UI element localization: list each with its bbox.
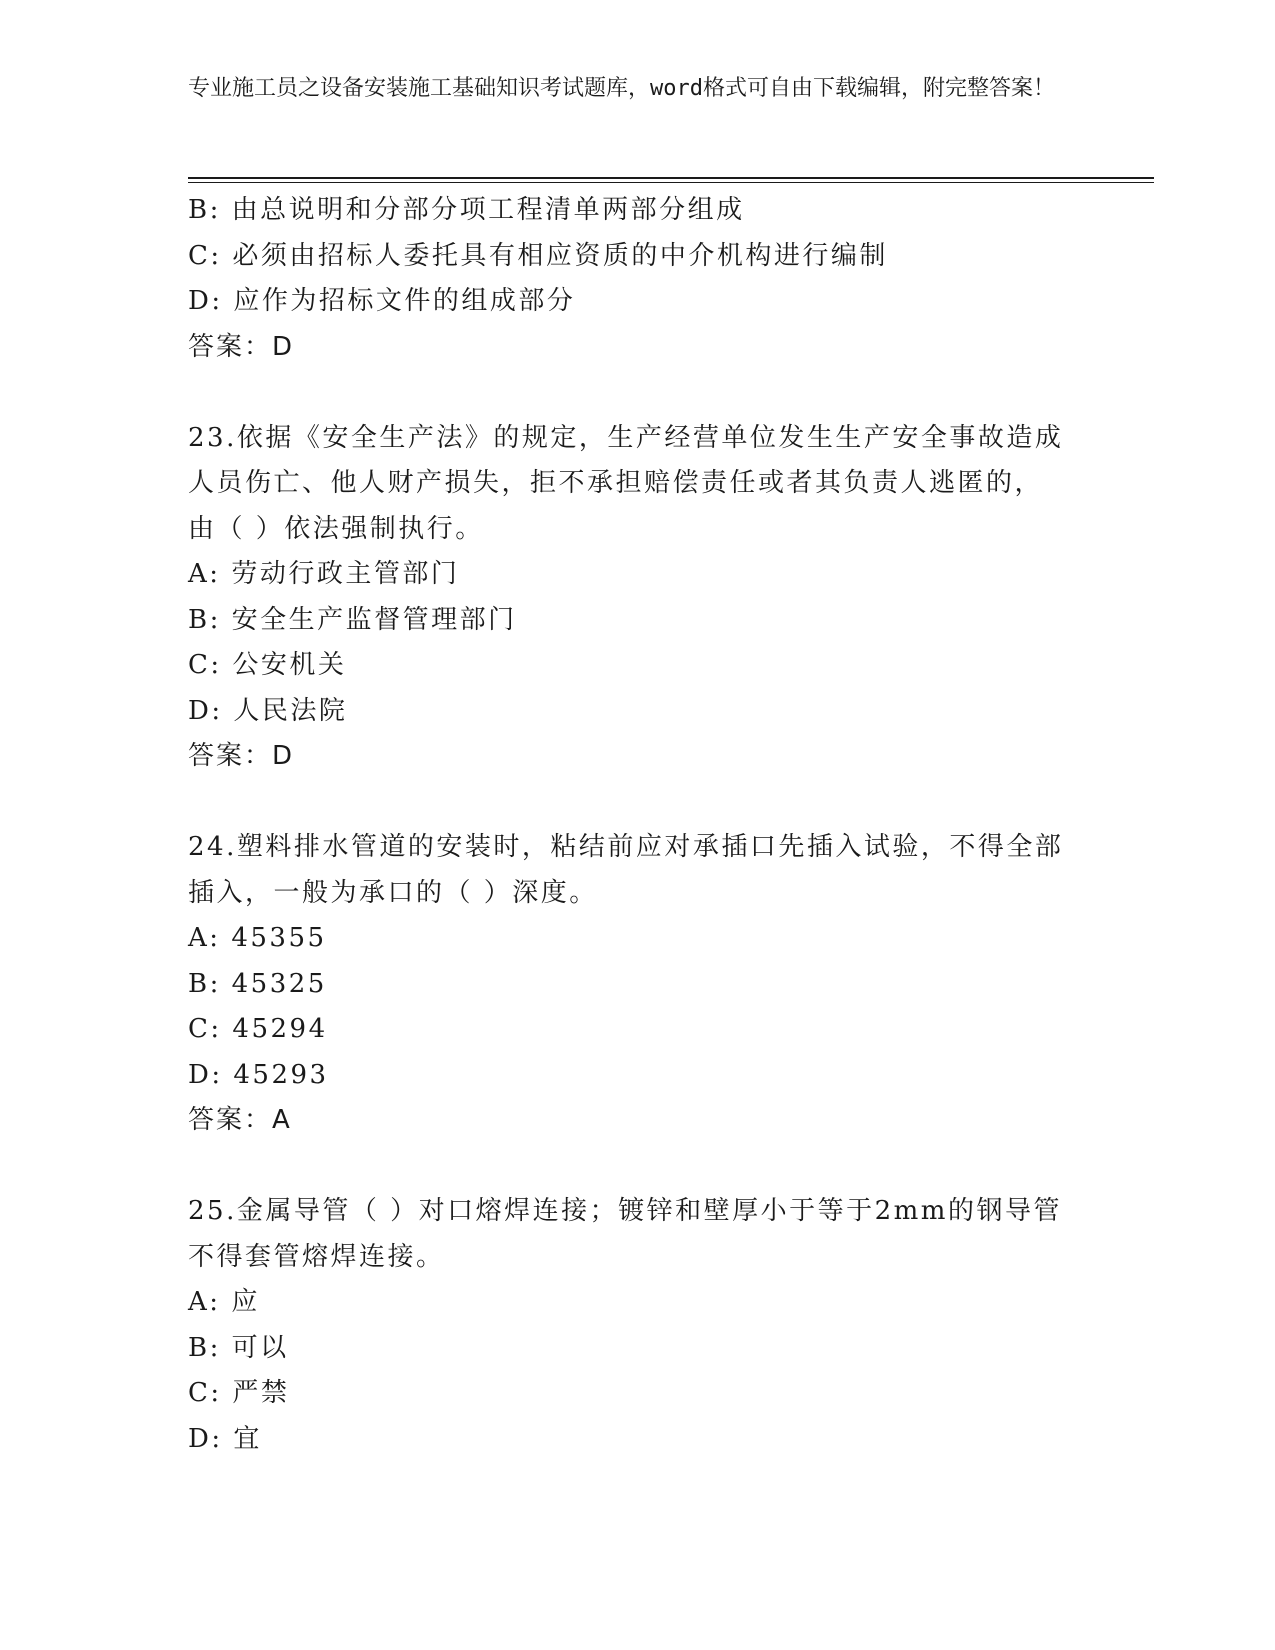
- question-block-24: [188, 825, 1088, 1144]
- option-c: C: 必须由招标人委托具有相应资质的中介机构进行编制: [188, 240, 888, 271]
- option-a: A: 45355: [188, 923, 327, 953]
- option-b: B: 安全生产监督管理部门: [188, 604, 517, 635]
- spacer: [188, 780, 1088, 826]
- spacer: [188, 1144, 1088, 1190]
- option-d: D: 应作为招标文件的组成部分: [188, 286, 576, 316]
- question-text-line: 24.塑料排水管道的安装时，粘结前应对承插口先插入试验，不得全部: [188, 832, 1064, 862]
- header-divider-thin: [188, 182, 1154, 183]
- question-text-line: 23.依据《安全生产法》的规定，生产经营单位发生生产安全事故造成: [188, 422, 1064, 453]
- question-text-line: 由（ ）依法强制执行。: [188, 513, 484, 544]
- question-content: [188, 188, 1088, 1462]
- option-b: B: 由总说明和分部分项工程清单两部分组成: [188, 195, 745, 225]
- option-d: D: 45293: [188, 1059, 329, 1090]
- page-header: 专业施工员之设备安装施工基础知识考试题库，word格式可自由下载编辑，附完整答案！: [188, 76, 1055, 101]
- question-block-25: [188, 1189, 1088, 1462]
- option-a: A: 劳动行政主管部门: [188, 559, 460, 589]
- question-block-22: [188, 188, 1088, 370]
- option-d: D: 人民法院: [188, 695, 348, 726]
- question-text-line: 插入，一般为承口的（ ）深度。: [188, 877, 598, 908]
- question-text-line: 25.金属导管（ ）对口熔焊连接；镀锌和壁厚小于等于2mm的钢导管: [188, 1196, 1062, 1226]
- option-d: D: 宜: [188, 1423, 262, 1454]
- answer-line: 答案：D: [188, 741, 295, 771]
- option-c: C: 公安机关: [188, 650, 347, 680]
- question-block-23: [188, 416, 1088, 780]
- option-c: C: 严禁: [188, 1378, 290, 1408]
- question-text-line: 人员伤亡、他人财产损失，拒不承担赔偿责任或者其负责人逃匿的，: [188, 468, 1044, 498]
- header-divider: [188, 177, 1154, 179]
- option-b: B: 可以: [188, 1332, 289, 1363]
- answer-line: 答案：D: [188, 331, 295, 362]
- option-a: A: 应: [188, 1287, 260, 1317]
- question-text-line: 不得套管熔焊连接。: [188, 1241, 445, 1272]
- option-b: B: 45325: [188, 968, 327, 999]
- option-c: C: 45294: [188, 1014, 328, 1044]
- answer-line: 答案：A: [188, 1105, 292, 1135]
- spacer: [188, 370, 1088, 416]
